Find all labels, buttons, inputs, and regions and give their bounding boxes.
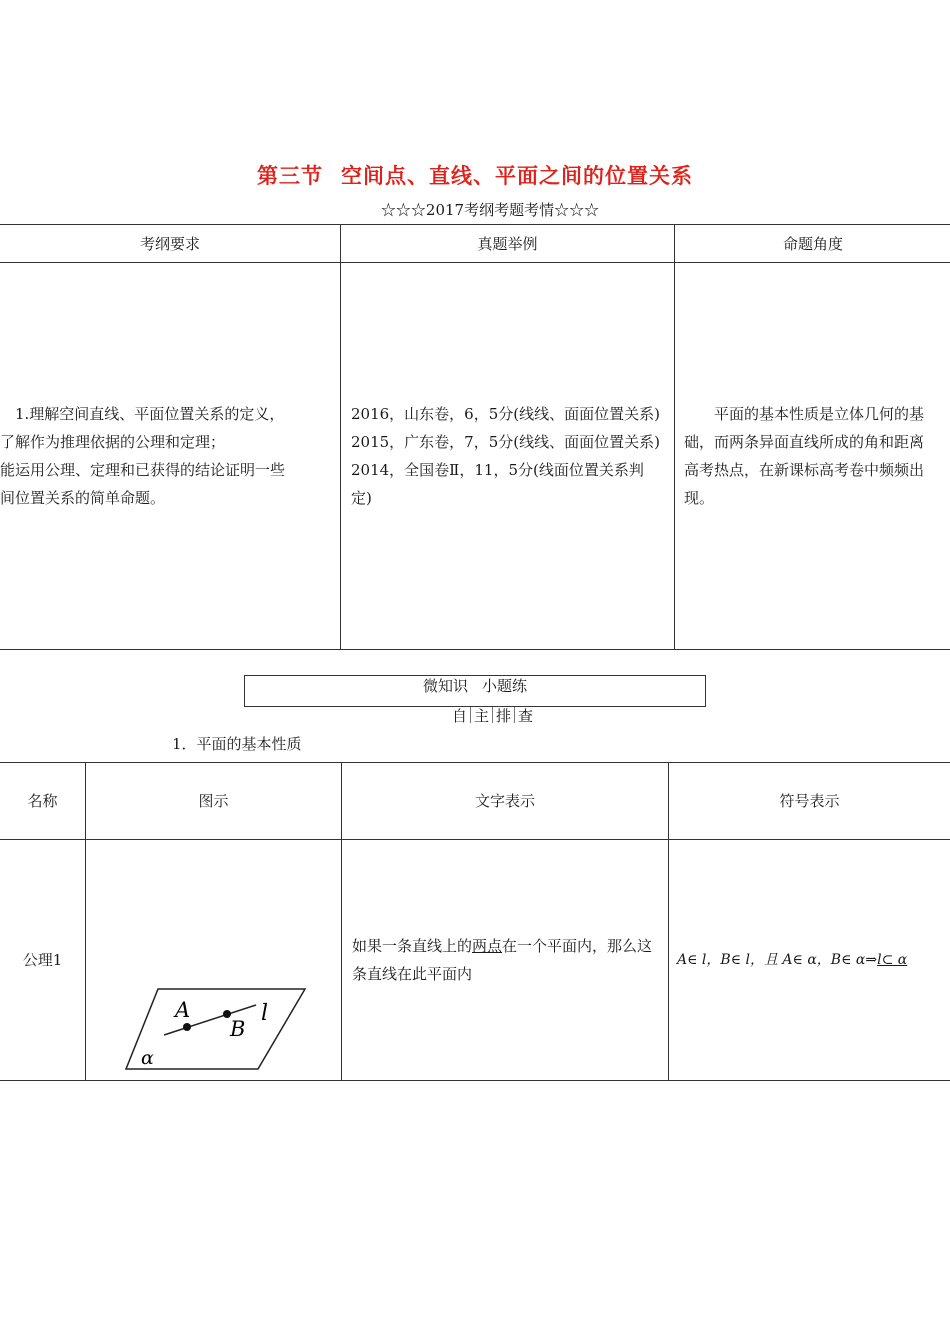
axiom-text-emphasis: 两点 bbox=[472, 937, 503, 955]
tag: 主 bbox=[473, 707, 489, 725]
axiom-text-1: 如果一条直线上的 bbox=[352, 937, 473, 955]
example-item: 2014，全国卷Ⅱ，11，5分(线面位置关系判定) bbox=[351, 461, 644, 507]
angle-line: 高考热点，在新课标高考卷中频频出 bbox=[684, 461, 925, 479]
angle-cell bbox=[675, 263, 950, 650]
header-symbol: 符号表示 bbox=[669, 763, 950, 840]
header-name: 名称 bbox=[0, 763, 86, 840]
label-a: A bbox=[175, 998, 191, 1022]
plane-properties-table bbox=[0, 762, 950, 1081]
examples-cell bbox=[341, 263, 675, 650]
header-requirements: 考纲要求 bbox=[0, 225, 341, 263]
angle-line: 平面的基本性质是立体几何的基 bbox=[684, 405, 925, 423]
tag: 排 bbox=[496, 707, 512, 725]
requirement-line: 了解作为推理依据的公理和定理； bbox=[0, 433, 226, 451]
example-item: 2016，山东卷，6，5分(线线、面面位置关系) bbox=[351, 405, 660, 423]
symbol-conclusion: l⊂ α bbox=[877, 952, 908, 968]
header-text: 文字表示 bbox=[342, 763, 669, 840]
axiom-text-cell bbox=[342, 840, 669, 1081]
banner-part1: 微知识 bbox=[422, 677, 468, 695]
label-alpha: α bbox=[141, 1047, 154, 1069]
example-item: 2015，广东卷，7，5分(线线、面面位置关系) bbox=[351, 433, 660, 451]
table-row bbox=[0, 263, 950, 650]
exam-info-subtitle: ☆☆☆2017考纲考题考情☆☆☆ bbox=[380, 201, 600, 219]
tag: 查 bbox=[518, 707, 534, 725]
section-title: 空间点、直线、平面之间的位置关系 bbox=[341, 164, 693, 188]
table-header-row bbox=[0, 225, 950, 263]
point-a bbox=[183, 1023, 191, 1031]
banner-part2: 小题练 bbox=[482, 677, 528, 695]
requirement-line: 间位置关系的简单命题。 bbox=[0, 489, 166, 507]
axiom-symbol-cell bbox=[669, 840, 950, 1081]
axiom-text-2: 在一个平面内，那么这条直线在此平面内 bbox=[352, 937, 653, 983]
self-check-tags bbox=[0, 705, 950, 726]
angle-line: 础，而两条异面直线所成的角和距离 bbox=[684, 433, 925, 451]
exam-overview-table bbox=[0, 224, 950, 650]
plane-line-diagram bbox=[86, 840, 342, 1071]
requirement-line: 1.理解空间直线、平面位置关系的定义， bbox=[0, 405, 285, 423]
header-figure: 图示 bbox=[86, 763, 342, 840]
header-examples: 真题举例 bbox=[341, 225, 675, 263]
section-banner bbox=[244, 675, 706, 707]
angle-line: 现。 bbox=[684, 489, 715, 507]
page-title bbox=[0, 160, 950, 190]
tag: 自 bbox=[451, 707, 467, 725]
requirements-cell bbox=[0, 263, 341, 650]
section-heading: 1．平面的基本性质 bbox=[172, 735, 302, 753]
label-l: l bbox=[261, 1001, 269, 1026]
section-number: 第三节 bbox=[257, 164, 323, 188]
symbol-premise: A∈ l，B∈ l，且 A∈ α，B∈ α⇒ bbox=[677, 952, 878, 968]
axiom-name: 公理1 bbox=[0, 840, 86, 1081]
table-row bbox=[0, 840, 950, 1081]
table-header-row bbox=[0, 763, 950, 840]
axiom-figure-cell bbox=[86, 840, 342, 1081]
label-b: B bbox=[230, 1017, 246, 1041]
header-angle: 命题角度 bbox=[675, 225, 950, 263]
requirement-line: 能运用公理、定理和已获得的结论证明一些 bbox=[0, 461, 286, 479]
